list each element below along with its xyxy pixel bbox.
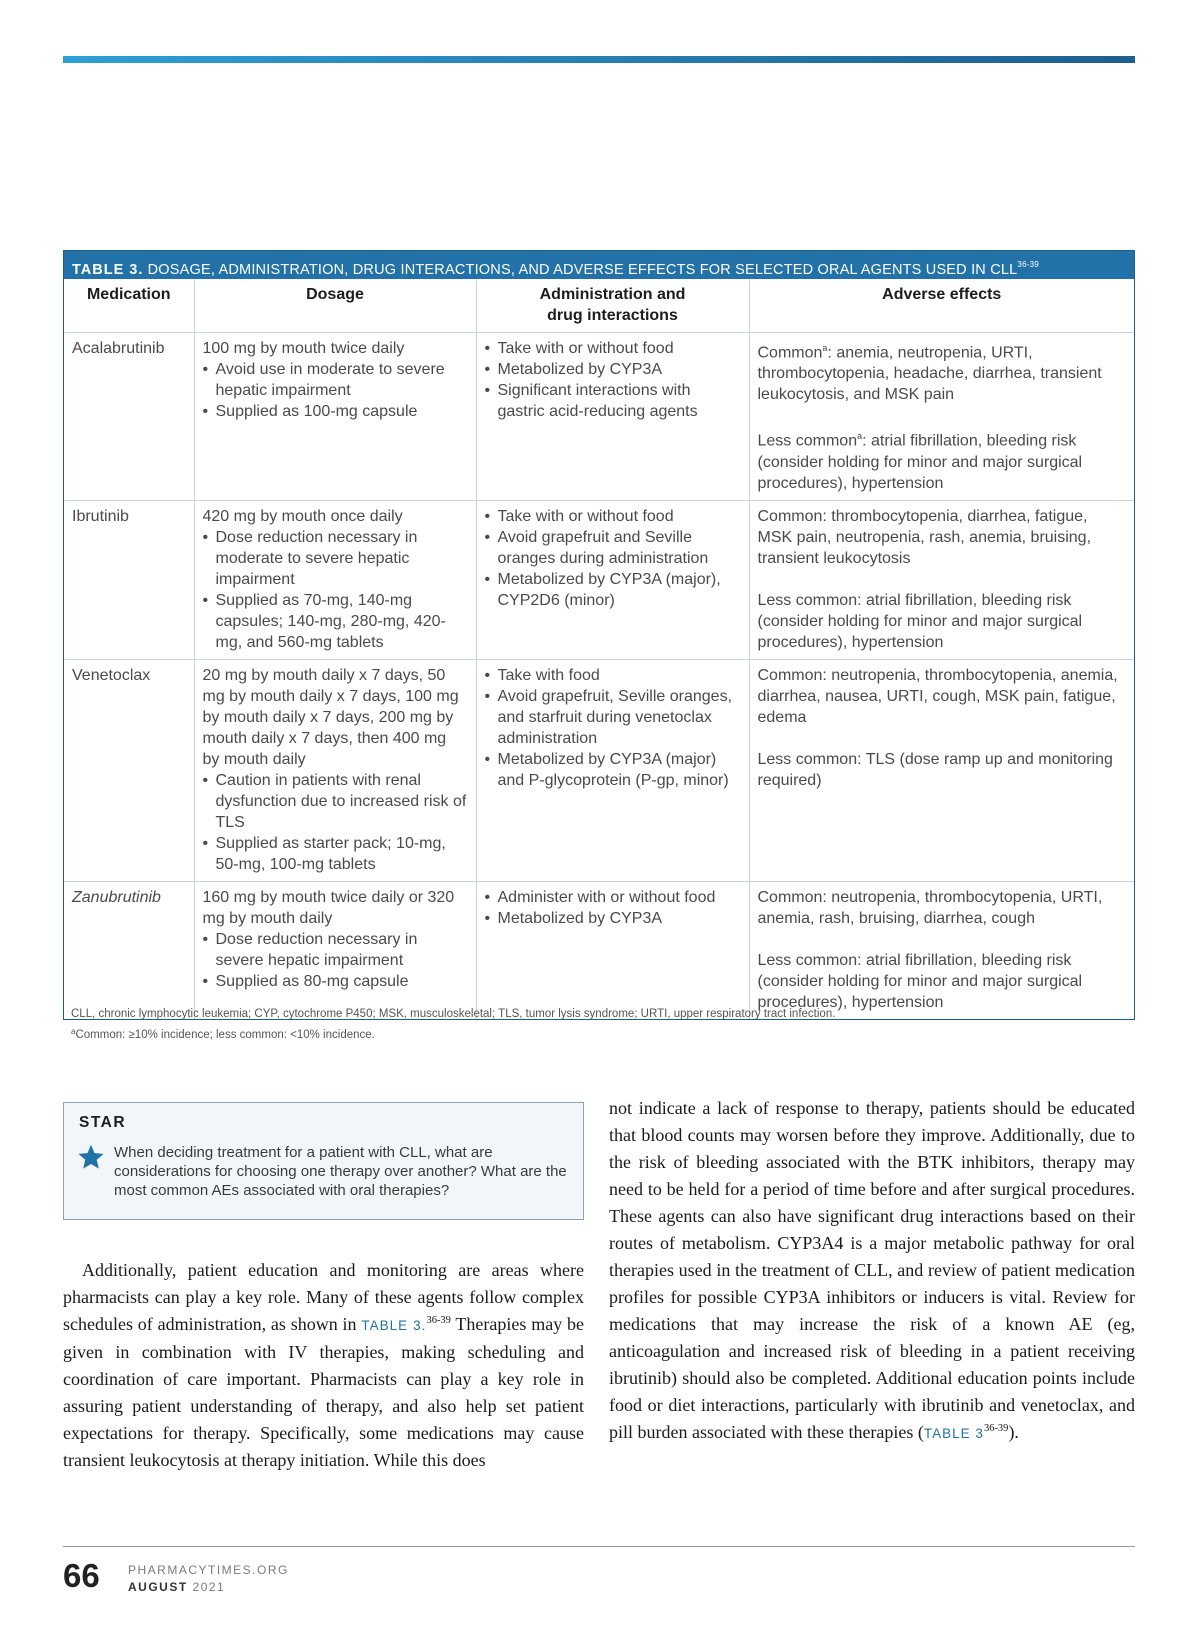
star-icon xyxy=(77,1143,105,1171)
dosage-bullet: • Caution in patients with renal dysfunction due to increased risk of TLS xyxy=(203,770,468,833)
star-title: STAR xyxy=(79,1114,127,1131)
table-row xyxy=(64,659,1134,881)
cell-administration xyxy=(476,500,749,659)
administration-bullet: • Metabolized by CYP3A (major) and P-glycoprotein (P-gp, minor) xyxy=(485,749,741,791)
star-callout xyxy=(63,1102,584,1220)
cell-administration xyxy=(476,333,749,501)
table-caption-ref: 36-39 xyxy=(1017,260,1039,269)
cell-medication: Venetoclax xyxy=(64,659,194,881)
footer-issue-date: AUGUST 2021 xyxy=(128,1580,226,1594)
table-grid xyxy=(64,279,1134,1019)
footer-site: PHARMACYTIMES.ORG xyxy=(128,1563,289,1577)
table-caption-text: DOSAGE, ADMINISTRATION, DRUG INTERACTIONS, AND ADVERSE EFFECTS FOR SELECTED ORAL AGENTS USED IN CLL xyxy=(143,262,1018,278)
star-question: When deciding treatment for a patient with CLL, what are considerations for choosing one therapy over another? What are the most common AEs associated with oral therapies? xyxy=(114,1144,567,1199)
less-common-effects: Less common$^a$: atrial fibrillation, bleeding risk (consider holding for minor and major surgical procedures), hypertension xyxy=(757,431,1083,492)
table-row xyxy=(64,881,1134,1019)
dosage-bullet: • Dose reduction necessary in severe hepatic impairment xyxy=(203,929,468,971)
top-accent-rule xyxy=(63,56,1135,63)
table-footnotes xyxy=(71,1005,1131,1044)
less-common-effects: Less common: atrial fibrillation, bleeding risk (consider holding for minor and major surgical procedures), hypertension xyxy=(757,591,1083,651)
page-number: 66 xyxy=(63,1557,100,1594)
dosage-main: 20 mg by mouth daily x 7 days, 50 mg by mouth daily x 7 days, 100 mg by mouth daily x 7 days, 200 mg by mouth daily x 7 days, then 400 mg by mouth daily xyxy=(202,666,459,768)
cell-adverse-effects xyxy=(749,881,1134,1019)
footer-rule xyxy=(63,1546,1135,1547)
table-row xyxy=(64,500,1134,659)
dosage-main: 420 mg by mouth once daily xyxy=(202,507,403,525)
table-reference-link[interactable]: TABLE 3 xyxy=(923,1426,984,1441)
dosage-bullet: • Dose reduction necessary in moderate to severe hepatic impairment xyxy=(203,527,468,590)
common-effects: Common: neutropenia, thrombocytopenia, URTI, anemia, rash, bruising, diarrhea, cough xyxy=(757,888,1103,927)
administration-bullet: • Metabolized by CYP3A xyxy=(485,359,741,380)
less-common-effects: Less common: atrial fibrillation, bleeding risk (consider holding for minor and major surgical procedures), hypertension xyxy=(757,951,1083,1011)
cell-medication: Acalabrutinib xyxy=(64,333,194,501)
cell-medication: Ibrutinib xyxy=(64,500,194,659)
dosage-main: 160 mg by mouth twice daily or 320 mg by mouth daily xyxy=(202,888,455,927)
administration-bullet: • Take with food xyxy=(485,665,741,686)
cell-medication: Zanubrutinib xyxy=(72,888,161,906)
cell-dosage xyxy=(194,881,476,1019)
table-reference-link[interactable]: TABLE 3. xyxy=(361,1318,427,1333)
cell-dosage xyxy=(194,333,476,501)
table-3 xyxy=(63,250,1135,1020)
administration-bullet: • Avoid grapefruit and Seville oranges during administration xyxy=(485,527,741,569)
table-caption xyxy=(64,251,1134,279)
body-column-left: Additionally, patient education and monitoring are areas where pharmacists can play a key role. Many of these agents follow complex schedules of administration, as shown in TABLE 3.$^{36-39}$ Therapies may be given in combination with IV therapies, making scheduling and coordination of care important. Pharmacists can play a key role in assuring patient understanding of therapy, and also help set patient expectations for therapy. Specifically, some medications may cause transient leukocytosis at therapy initiation. While this does xyxy=(63,1260,584,1470)
header-adverse-effects: Adverse effects xyxy=(749,279,1134,333)
dosage-bullet: • Supplied as 80-mg capsule xyxy=(203,971,468,992)
administration-bullet: • Take with or without food xyxy=(485,506,741,527)
cell-adverse-effects xyxy=(749,333,1134,501)
administration-bullet: • Significant interactions with gastric acid-reducing agents xyxy=(485,380,741,422)
footnote-incidence: $^a$Common: ≥10% incidence; less common: <10% incidence. xyxy=(71,1027,375,1041)
dosage-bullet: • Supplied as starter pack; 10-mg, 50-mg, 100-mg tablets xyxy=(203,833,468,875)
common-effects: Common$^a$: anemia, neutropenia, URTI, thrombocytopenia, headache, diarrhea, transient leukocytosis, and MSK pain xyxy=(757,343,1102,404)
dosage-main: 100 mg by mouth twice daily xyxy=(202,340,405,357)
cell-dosage xyxy=(194,659,476,881)
administration-bullet: • Take with or without food xyxy=(485,338,741,359)
cell-adverse-effects xyxy=(749,500,1134,659)
dosage-bullet: • Avoid use in moderate to severe hepatic impairment xyxy=(203,359,468,401)
cell-administration xyxy=(476,659,749,881)
less-common-effects: Less common: TLS (dose ramp up and monitoring required) xyxy=(757,750,1113,789)
common-effects: Common: neutropenia, thrombocytopenia, anemia, diarrhea, nausea, URTI, cough, MSK pain, fatigue, edema xyxy=(757,666,1118,726)
cell-adverse-effects xyxy=(749,659,1134,881)
cell-administration xyxy=(476,881,749,1019)
administration-bullet: • Avoid grapefruit, Seville oranges, and starfruit during venetoclax administration xyxy=(485,686,741,749)
header-administration: Administration and drug interactions xyxy=(476,279,749,333)
footnote-abbreviations: CLL, chronic lymphocytic leukemia; CYP, cytochrome P450; MSK, musculoskeletal; TLS, tumor lysis syndrome; URTI, upper respiratory tract infection. xyxy=(71,1008,836,1020)
table-row xyxy=(64,333,1134,501)
dosage-bullet: • Supplied as 70-mg, 140-mg capsules; 140-mg, 280-mg, 420-mg, and 560-mg tablets xyxy=(203,590,468,653)
administration-bullet: • Metabolized by CYP3A (major), CYP2D6 (minor) xyxy=(485,569,741,611)
dosage-bullet: • Supplied as 100-mg capsule xyxy=(203,401,468,422)
body-column-right: not indicate a lack of response to therapy, patients should be educated that blood counts may worsen before they improve. Additionally, due to the risk of bleeding associated with the BTK inhibitors, therapy may need to be held for a period of time before and after surgical procedures. These agents can also have significant drug interactions based on their routes of metabolism. CYP3A4 is a major metabolic pathway for oral therapies used in the treatment of CLL, and review of patient medication profiles for possible CYP3A inhibitors or inducers is vital. Review for medications that may increase the risk of a known AE (eg, anticoagulation and increased risk of bleeding in a patient receiving ibrutinib) should also be completed. Additional education points include food or diet interactions, particularly with ibrutinib and venetoclax, and pill burden associated with these therapies (TABLE 3$^{36-39}$). xyxy=(609,1098,1135,1442)
table-caption-label: TABLE 3. xyxy=(72,262,144,278)
administration-bullet: • Administer with or without food xyxy=(485,887,741,908)
administration-bullet: • Metabolized by CYP3A xyxy=(485,908,741,929)
table-header-row xyxy=(64,279,1134,333)
header-dosage: Dosage xyxy=(194,279,476,333)
cell-dosage xyxy=(194,500,476,659)
common-effects: Common: thrombocytopenia, diarrhea, fatigue, MSK pain, neutropenia, rash, anemia, bruising, transient leukocytosis xyxy=(757,507,1092,567)
header-medication: Medication xyxy=(64,279,194,333)
